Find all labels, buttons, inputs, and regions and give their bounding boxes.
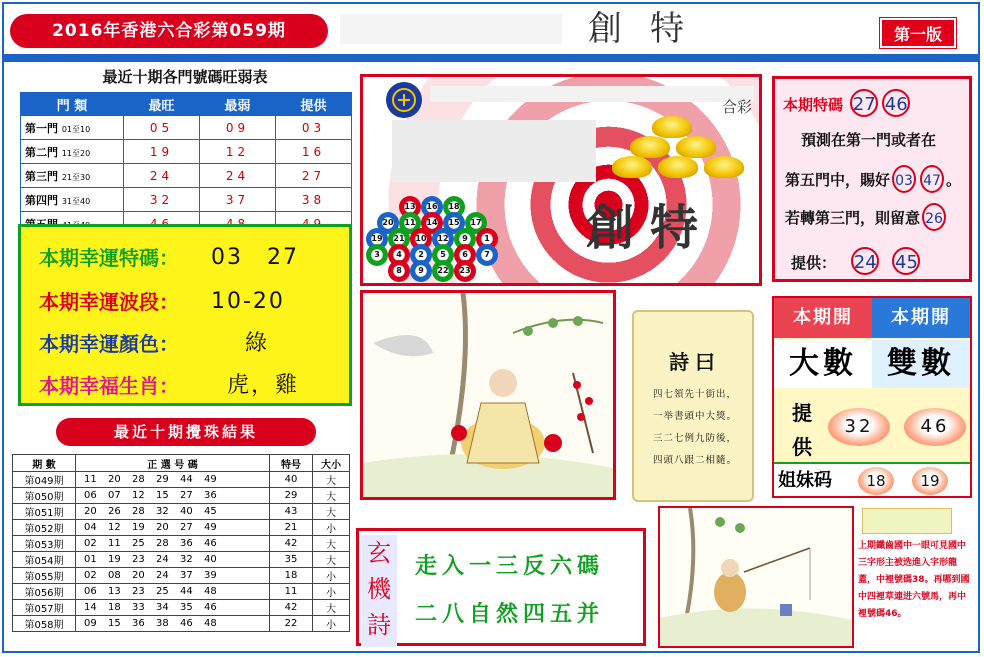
recent-number: 28 <box>132 474 145 485</box>
oe-sister-n2: 19 <box>912 467 948 495</box>
stats-title: 最近十期各門號碼旺弱表 <box>102 68 268 86</box>
lucky-band-value: 10-20 <box>211 289 285 314</box>
recent-numbers <box>76 600 270 616</box>
oe-offer-label: 提供 <box>792 401 812 459</box>
special-n1: 27 <box>850 89 878 117</box>
recent-number: 39 <box>204 570 217 581</box>
recent-number: 20 <box>132 570 145 581</box>
lucky-band-label: 本期幸運波段： <box>39 290 179 314</box>
poem-scroll <box>632 310 754 502</box>
recent-header-numbers: 正 選 号 碼 <box>76 455 270 472</box>
recent-number: 49 <box>204 522 217 533</box>
center-title: 創特 <box>585 200 714 256</box>
recent-number: 09 <box>84 618 97 629</box>
recent-number: 02 <box>84 538 97 549</box>
gold-ingots <box>612 110 752 186</box>
recent-special: 22 <box>270 616 313 632</box>
recent-number: 38 <box>156 618 169 629</box>
recent-number: 11 <box>108 538 121 549</box>
recent-special: 21 <box>270 520 313 536</box>
recent-special: 42 <box>270 600 313 616</box>
stats-hot: 24 <box>124 164 200 188</box>
recent-number: 34 <box>156 602 169 613</box>
lottery-ball: 19 <box>366 228 388 250</box>
oe-sister-label: 姐妹码 <box>778 470 832 491</box>
recent-number: 26 <box>108 506 121 517</box>
recent-number: 15 <box>108 618 121 629</box>
recent-number: 06 <box>84 586 97 597</box>
recent-number: 12 <box>132 490 145 501</box>
recent-number: 49 <box>204 474 217 485</box>
edition-badge: 第一版 <box>880 18 956 48</box>
recent-number: 24 <box>156 554 169 565</box>
recent-number: 18 <box>108 602 121 613</box>
recent-number: 45 <box>204 506 217 517</box>
lottery-ball: 17 <box>465 212 487 234</box>
recent-issue: 第051期 <box>13 504 76 520</box>
recent-title: 最近十期攪珠結果 <box>56 418 316 446</box>
special-line-3 <box>785 203 948 231</box>
lucky-special-label: 本期幸運特碼： <box>39 246 179 270</box>
recent-number: 01 <box>84 554 97 565</box>
recent-number: 44 <box>180 586 193 597</box>
recent-size: 大 <box>313 488 350 504</box>
recent-row <box>13 504 350 520</box>
scholar-painting <box>360 290 616 500</box>
xuanji-line-1: 走入一三反六碼 <box>415 554 605 579</box>
recent-number: 25 <box>132 538 145 549</box>
lucky-panel <box>18 224 352 406</box>
special-offer <box>791 247 922 275</box>
recent-number: 37 <box>180 570 193 581</box>
main-title: 創特 <box>588 9 712 49</box>
stats-header-offer: 提供 <box>276 93 352 116</box>
poem-line: 四七領先十街出， <box>652 389 737 400</box>
recent-row <box>13 568 350 584</box>
header-blank-band <box>340 14 562 44</box>
recent-size: 大 <box>313 536 350 552</box>
stats-hot: 19 <box>124 140 200 164</box>
note-text: 上期鐵齒國中一眼可見國中三字形主被选進入字形龍蓋，中裡號碼38。再哪到國中四裡草連进六號馬，再中裡號碼46。 <box>858 541 970 619</box>
center-brand-small: 合彩 <box>721 98 752 116</box>
recent-special: 43 <box>270 504 313 520</box>
oe-offer-n1: 32 <box>828 408 890 446</box>
recent-numbers <box>76 504 270 520</box>
recent-number: 23 <box>132 586 145 597</box>
special-line-0 <box>783 89 912 117</box>
lottery-ball: 7 <box>476 244 498 266</box>
special-label: 本期特碼 <box>783 96 844 114</box>
fisher-painting <box>658 506 854 648</box>
recent-header-size: 大小 <box>313 455 350 472</box>
lucky-zodiac-value: 虎，雞 <box>227 373 300 398</box>
recent-issue: 第058期 <box>13 616 76 632</box>
stats-offer: 16 <box>276 140 352 164</box>
note-header-decoration <box>862 508 952 534</box>
recent-size: 小 <box>313 568 350 584</box>
recent-row <box>13 552 350 568</box>
special-n2: 46 <box>882 89 910 117</box>
recent-special: 29 <box>270 488 313 504</box>
xuanji-side <box>361 535 397 647</box>
recent-number: 36 <box>180 538 193 549</box>
recent-number: 46 <box>204 602 217 613</box>
stats-hot: 05 <box>124 116 200 140</box>
stats-gate: 第一門 01至10 <box>21 116 124 140</box>
recent-number: 48 <box>204 618 217 629</box>
recent-number: 44 <box>180 474 193 485</box>
recent-numbers <box>76 472 270 488</box>
recent-numbers <box>76 488 270 504</box>
special-offer-n1: 24 <box>851 247 879 275</box>
stats-gate: 第二門 11至20 <box>21 140 124 164</box>
recent-number: 33 <box>132 602 145 613</box>
recent-size: 大 <box>313 504 350 520</box>
recent-results-table <box>12 454 350 632</box>
recent-number: 46 <box>180 618 193 629</box>
recent-size: 大 <box>313 552 350 568</box>
recent-size: 大 <box>313 600 350 616</box>
recent-size: 大 <box>313 472 350 488</box>
stats-gate: 第三門 21至30 <box>21 164 124 188</box>
odd-even-panel <box>772 296 972 498</box>
center-blank-line <box>430 86 754 102</box>
recent-number: 08 <box>108 570 121 581</box>
recent-header-row <box>13 455 350 472</box>
recent-number: 23 <box>132 554 145 565</box>
lottery-ball: 21 <box>388 228 410 250</box>
gold-ingot-icon <box>676 136 716 158</box>
lottery-ball: 9 <box>454 228 476 250</box>
recent-row <box>13 488 350 504</box>
oe-sister-n1: 18 <box>858 467 894 495</box>
recent-issue: 第050期 <box>13 488 76 504</box>
stats-hot: 32 <box>124 188 200 212</box>
lottery-ball: 18 <box>443 196 465 218</box>
stats-header-gate: 門 類 <box>21 93 124 116</box>
recent-number: 32 <box>180 554 193 565</box>
gold-ingot-icon <box>612 156 652 178</box>
stats-cold: 37 <box>200 188 276 212</box>
lottery-ball: 8 <box>388 260 410 282</box>
recent-numbers <box>76 568 270 584</box>
recent-issue: 第057期 <box>13 600 76 616</box>
stats-row <box>21 188 352 212</box>
special-line-1: 預測在第一門或者在 <box>801 131 937 149</box>
recent-number: 13 <box>108 586 121 597</box>
lottery-ball: 12 <box>432 228 454 250</box>
recent-issue: 第056期 <box>13 584 76 600</box>
special-line-2-text: 第五門中，賜好 <box>785 171 891 189</box>
poem-line: 四頭八跟二相隨。 <box>652 455 737 466</box>
recent-issue: 第055期 <box>13 568 76 584</box>
gold-ingot-icon <box>630 136 670 158</box>
recent-number: 32 <box>156 506 169 517</box>
lottery-logo-icon <box>386 82 422 118</box>
recent-number: 20 <box>84 506 97 517</box>
recent-number: 24 <box>156 570 169 581</box>
special-line3-n: 26 <box>922 203 946 231</box>
lottery-ball: 14 <box>421 212 443 234</box>
poem-line: 三二七例九防後， <box>652 433 737 444</box>
recent-row <box>13 472 350 488</box>
oe-offer-n2: 46 <box>904 408 966 446</box>
stats-row <box>21 140 352 164</box>
recent-row <box>13 616 350 632</box>
oe-sister-row <box>774 462 970 496</box>
lottery-ball: 5 <box>432 244 454 266</box>
oe-big-1: 大數 <box>774 340 872 388</box>
recent-size: 小 <box>313 616 350 632</box>
special-line2-n2: 47 <box>920 165 944 193</box>
gold-ingot-icon <box>704 156 744 178</box>
lottery-ball: 10 <box>410 228 432 250</box>
recent-size: 小 <box>313 520 350 536</box>
xuanji-side-char: 玄 <box>367 539 391 567</box>
lucky-special-value: 03 27 <box>211 245 299 270</box>
special-offer-n2: 45 <box>892 247 920 275</box>
recent-header-issue: 期 數 <box>13 455 76 472</box>
stats-header-hot: 最旺 <box>124 93 200 116</box>
lucky-zodiac-label: 本期幸福生肖： <box>39 374 179 398</box>
center-blank-box <box>392 120 596 182</box>
lottery-ball: 20 <box>377 212 399 234</box>
xuanji-side-char: 詩 <box>367 611 391 639</box>
oe-big-2: 雙數 <box>872 340 970 388</box>
stats-cold: 24 <box>200 164 276 188</box>
special-line-2 <box>785 165 961 193</box>
recent-number: 36 <box>132 618 145 629</box>
recent-issue: 第049期 <box>13 472 76 488</box>
recent-special: 35 <box>270 552 313 568</box>
recent-special: 18 <box>270 568 313 584</box>
xuanji-line-2: 二八自然四五并 <box>415 602 605 627</box>
stats-cold: 12 <box>200 140 276 164</box>
recent-issue: 第054期 <box>13 552 76 568</box>
header-divider <box>4 54 978 62</box>
stats-table <box>20 92 352 236</box>
recent-number: 11 <box>84 474 97 485</box>
recent-numbers <box>76 520 270 536</box>
oe-header-2: 本期開 <box>872 298 970 338</box>
last-issue-note <box>856 506 976 648</box>
recent-row <box>13 520 350 536</box>
recent-number: 27 <box>180 522 193 533</box>
gold-ingot-icon <box>658 156 698 178</box>
lottery-ball: 15 <box>443 212 465 234</box>
recent-number: 20 <box>108 474 121 485</box>
stats-gate: 第四門 31至40 <box>21 188 124 212</box>
lottery-ball: 16 <box>421 196 443 218</box>
stats-header-row <box>21 93 352 116</box>
recent-number: 12 <box>108 522 121 533</box>
lottery-ball: 11 <box>399 212 421 234</box>
recent-number: 19 <box>132 522 145 533</box>
recent-number: 20 <box>156 522 169 533</box>
recent-number: 40 <box>204 554 217 565</box>
recent-row <box>13 584 350 600</box>
stats-row <box>21 164 352 188</box>
lottery-ball: 6 <box>454 244 476 266</box>
special-line2-n1: 03 <box>892 165 916 193</box>
recent-body <box>13 472 350 632</box>
recent-number: 19 <box>108 554 121 565</box>
recent-numbers <box>76 552 270 568</box>
lottery-ball-pile <box>366 196 506 282</box>
issue-title: 2016年香港六合彩第059期 <box>10 14 328 48</box>
recent-number: 14 <box>84 602 97 613</box>
stats-header-cold: 最弱 <box>200 93 276 116</box>
gold-ingot-icon <box>652 116 692 138</box>
xuanji-poem-panel <box>356 528 646 646</box>
lottery-ball: 13 <box>399 196 421 218</box>
stats-offer: 03 <box>276 116 352 140</box>
recent-number: 29 <box>156 474 169 485</box>
recent-numbers <box>76 616 270 632</box>
recent-numbers <box>76 536 270 552</box>
recent-row <box>13 600 350 616</box>
recent-size: 小 <box>313 584 350 600</box>
stats-offer: 38 <box>276 188 352 212</box>
special-number-panel <box>772 76 972 282</box>
recent-special: 11 <box>270 584 313 600</box>
lottery-ball: 1 <box>476 228 498 250</box>
xuanji-side-char: 機 <box>367 575 391 603</box>
stats-offer: 27 <box>276 164 352 188</box>
poem-line: 一举書頭中大獎。 <box>652 411 737 422</box>
recent-number: 40 <box>180 506 193 517</box>
special-offer-label: 提供： <box>791 254 837 272</box>
recent-header-special: 特号 <box>270 455 313 472</box>
oe-header-1: 本期開 <box>774 298 872 338</box>
recent-number: 27 <box>180 490 193 501</box>
recent-number: 04 <box>84 522 97 533</box>
recent-number: 36 <box>204 490 217 501</box>
recent-number: 02 <box>84 570 97 581</box>
recent-number: 07 <box>108 490 121 501</box>
recent-issue: 第053期 <box>13 536 76 552</box>
lucky-color-value: 綠 <box>245 331 270 356</box>
recent-number: 06 <box>84 490 97 501</box>
stats-row <box>21 116 352 140</box>
recent-number: 28 <box>156 538 169 549</box>
stats-cold: 09 <box>200 116 276 140</box>
special-line-2-end: 。 <box>946 171 962 189</box>
lottery-ball: 23 <box>454 260 476 282</box>
poem-title: 詩曰 <box>669 350 721 374</box>
recent-special: 42 <box>270 536 313 552</box>
lottery-ball: 22 <box>432 260 454 282</box>
lottery-ball: 2 <box>410 244 432 266</box>
recent-number: 15 <box>156 490 169 501</box>
recent-numbers <box>76 584 270 600</box>
lottery-ball: 4 <box>388 244 410 266</box>
lottery-ball: 9 <box>410 260 432 282</box>
recent-number: 48 <box>204 586 217 597</box>
recent-number: 25 <box>156 586 169 597</box>
recent-number: 35 <box>180 602 193 613</box>
recent-number: 28 <box>132 506 145 517</box>
recent-row <box>13 536 350 552</box>
recent-special: 40 <box>270 472 313 488</box>
recent-issue: 第052期 <box>13 520 76 536</box>
lottery-ball: 3 <box>366 244 388 266</box>
lucky-color-label: 本期幸運顏色： <box>39 332 179 356</box>
recent-number: 46 <box>204 538 217 549</box>
special-line-3-text: 若轉第三門，則留意 <box>785 209 921 227</box>
